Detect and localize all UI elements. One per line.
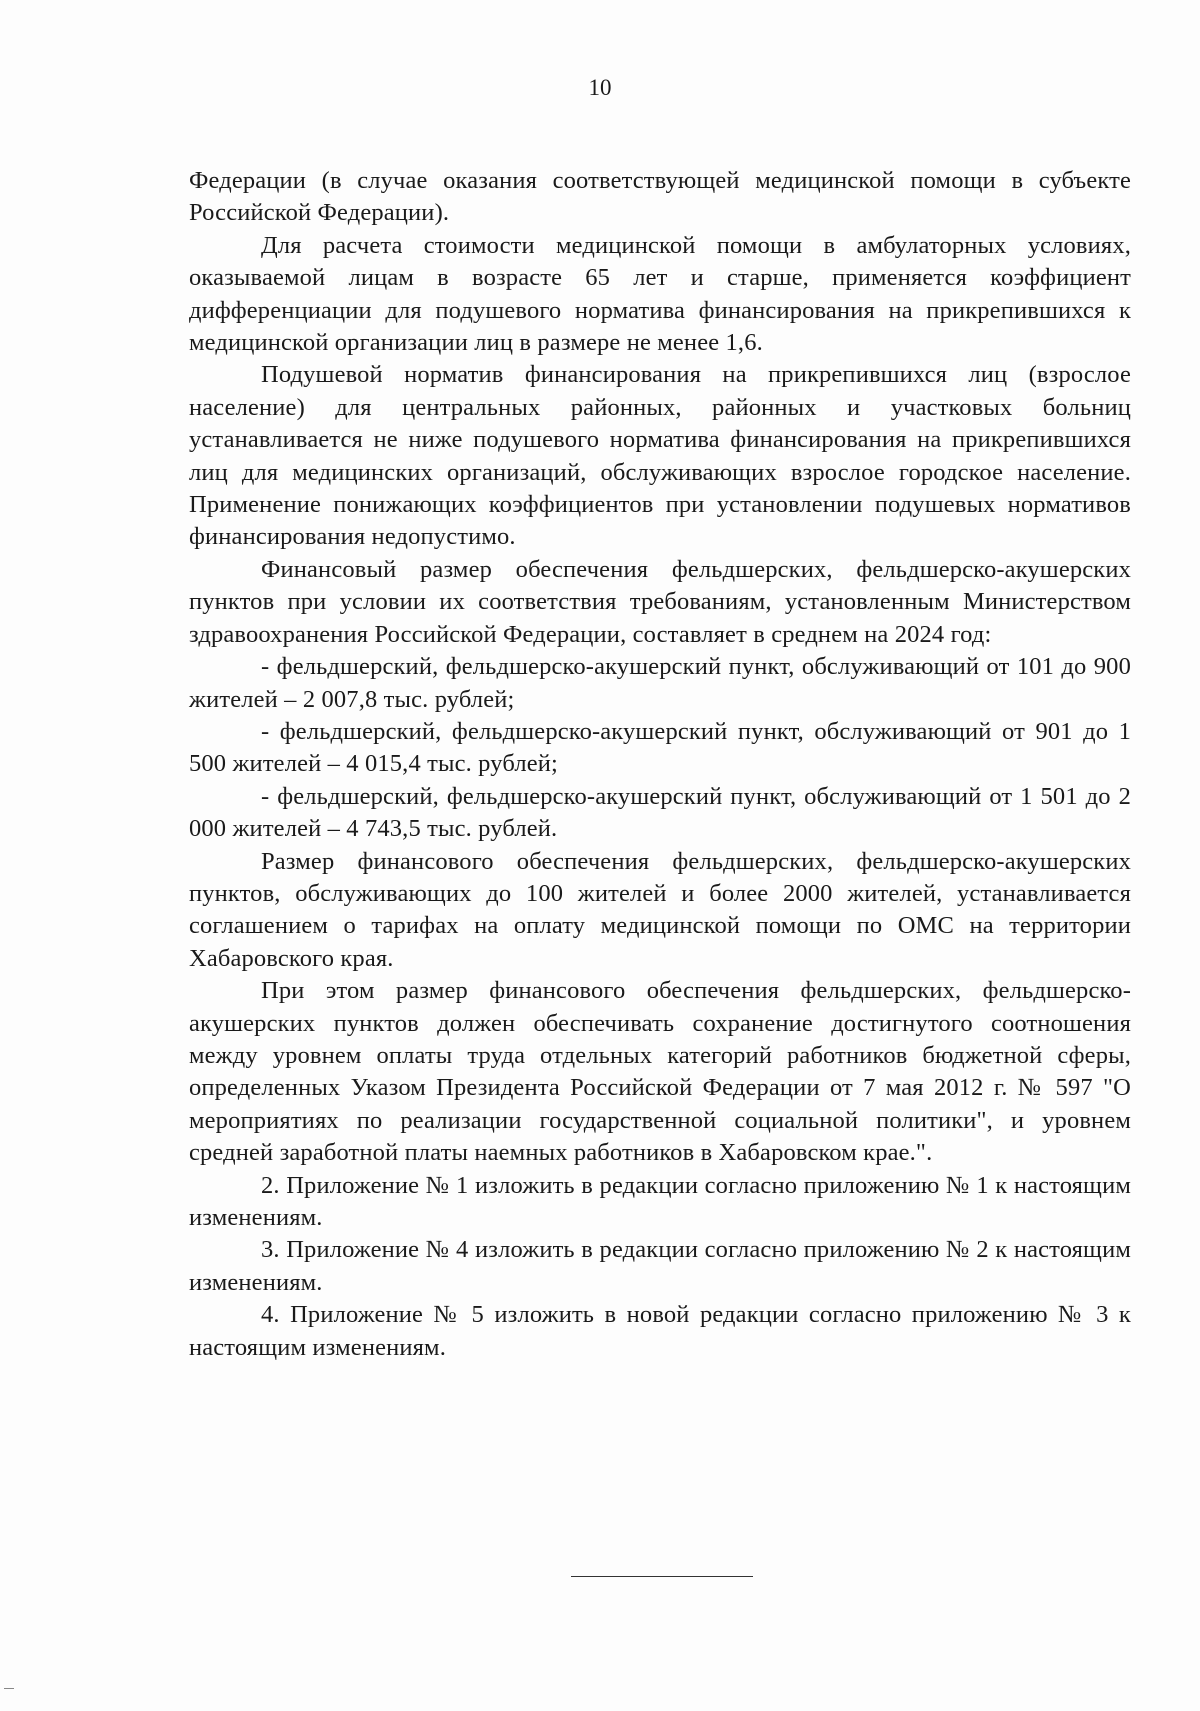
document-body bbox=[189, 165, 1131, 1364]
amendment-item-2: 2. Приложение № 1 изложить в редакции согласно приложению № 1 к настоящим изменениям. bbox=[189, 1171, 1131, 1231]
paragraph-tariff-agreement: Размер финансового обеспечения фельдшерских, фельдшерско-акушерских пунктов, обслуживающих до 100 жителей и более 2000 жителей, устанавливается соглашением о тарифах на оплату медицинской помощи по ОМС на территории Хабаровского края. bbox=[189, 847, 1131, 972]
amendment-item-4: 4. Приложение № 5 изложить в новой редакции согласно приложению № 3 к настоящим изменениям. bbox=[189, 1301, 1131, 1361]
paragraph-continuation: Федерации (в случае оказания соответствующей медицинской помощи в субъекте Российской Федерации). bbox=[189, 167, 1131, 227]
list-item-101-900: - фельдшерский, фельдшерско-акушерский пункт, обслуживающий от 101 до 900 жителей – 2 007,8 тыс. рублей; bbox=[189, 653, 1131, 713]
list-item-901-1500: - фельдшерский, фельдшерско-акушерский пункт, обслуживающий от 901 до 1 500 жителей – 4 015,4 тыс. рублей; bbox=[189, 717, 1131, 778]
scan-edge-mark bbox=[4, 1688, 14, 1689]
paragraph-per-capita-norm: Подушевой норматив финансирования на прикрепившихся лиц (взрослое население) для центральных районных, районных и участковых больниц устанавливается не ниже подушевого норматива финансирования на прикрепившихся лиц для медицинских организаций, обслуживающих взрослое городское население. Применение понижающих коэффициентов при установлении подушевых нормативов финансирования недопустимо. bbox=[189, 361, 1131, 551]
paragraph-salary-ratio: При этом размер финансового обеспечения фельдшерских, фельдшерско-акушерских пунктов должен обеспечивать сохранение достигнутого соотношения между уровнем оплаты труда отдельных категорий работников бюджетной сферы, определенных Указом Президента Российской Федерации от 7 мая 2012 г. № 597 "О мероприятиях по реализации государственной социальной политики", и уровнем средней заработной платы наемных работников в Хабаровском крае.". bbox=[189, 977, 1131, 1167]
list-item-1501-2000: - фельдшерский, фельдшерско-акушерский пункт, обслуживающий от 1 501 до 2 000 жителей – 4 743,5 тыс. рублей. bbox=[189, 782, 1131, 843]
paragraph-financing-size: Финансовый размер обеспечения фельдшерских, фельдшерско-акушерских пунктов при условии их соответствия требованиям, установленным Министерством здравоохранения Российской Федерации, составляет в среднем на 2024 год: bbox=[189, 555, 1131, 648]
amendment-item-3: 3. Приложение № 4 изложить в редакции согласно приложению № 2 к настоящим изменениям. bbox=[189, 1236, 1131, 1296]
paragraph-coefficient: Для расчета стоимости медицинской помощи в амбулаторных условиях, оказываемой лицам в возрасте 65 лет и старше, применяется коэффициент дифференциации для подушевого норматива финансирования на прикрепившихся к медицинской организации лиц в размере не менее 1,6. bbox=[189, 231, 1131, 357]
page-number: 10 bbox=[588, 75, 612, 100]
end-of-text-rule bbox=[571, 1576, 753, 1577]
